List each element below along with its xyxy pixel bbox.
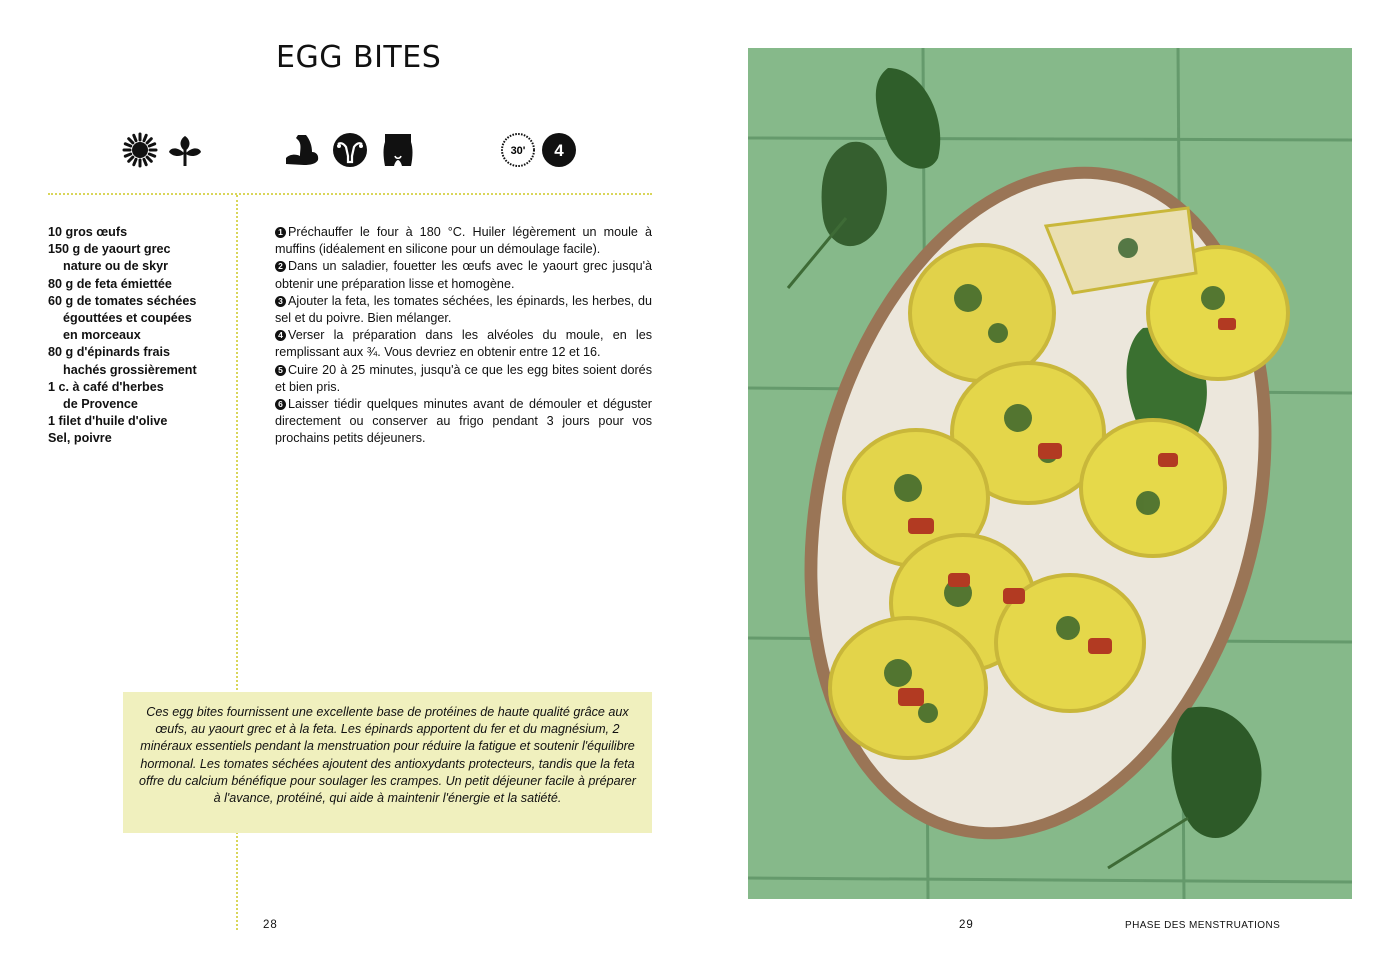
step-text: Verser la préparation dans les alvéoles du moule, en les remplissant aux ¾. Vous devriez en obtenir entre 12 et 16.	[275, 328, 652, 360]
ingredient-list	[48, 224, 233, 448]
page-number-left: 28	[263, 919, 278, 931]
step	[275, 396, 652, 448]
section-title: PHASE DES MENSTRUATIONS	[1125, 920, 1281, 931]
step	[275, 327, 652, 361]
ingredient-item: 1 filet d'huile d'olive	[48, 414, 168, 429]
step-text: Ajouter la feta, les tomates séchées, les épinards, les herbes, du sel et du poivre. Bien mélanger.	[275, 293, 652, 326]
step	[275, 293, 652, 327]
egg-bites-illustration	[748, 48, 1352, 899]
flexed-arm-icon	[284, 132, 320, 168]
step-number: 1	[275, 227, 286, 238]
step-number: 6	[275, 399, 286, 410]
pelvis-icon	[380, 132, 416, 168]
recipe-title: EGG BITES	[276, 40, 442, 75]
ingredient-item: égouttées et coupées	[63, 311, 192, 326]
horizontal-divider	[48, 193, 652, 195]
page-number-right: 29	[959, 919, 974, 931]
timer-label: 30'	[510, 145, 526, 157]
servings-icon	[541, 132, 577, 168]
ingredient-item: 80 g de feta émiettée	[48, 276, 172, 291]
instruction-steps	[275, 224, 652, 448]
ingredient-item: 60 g de tomates séchées	[48, 293, 197, 308]
sun-flower-icon	[122, 132, 158, 168]
step-text: Dans un saladier, fouetter les œufs avec le yaourt grec jusqu'à obtenir une préparation lisse et homogène.	[275, 259, 652, 291]
ingredient-item: 10 gros œufs	[48, 225, 128, 239]
ingredient-item: en morceaux	[63, 328, 141, 343]
ingredient-item: 80 g d'épinards frais	[48, 345, 170, 360]
step	[275, 258, 652, 292]
uterus-icon	[332, 132, 368, 168]
recipe-photo	[748, 48, 1352, 899]
ingredient-item: nature ou de skyr	[63, 259, 168, 274]
step	[275, 224, 652, 258]
step-number: 3	[275, 296, 286, 307]
servings-count: 4	[554, 141, 564, 160]
step-text: Cuire 20 à 25 minutes, jusqu'à ce que les egg bites soient dorés et bien pris.	[275, 362, 652, 394]
step-text: Laisser tiédir quelques minutes avant de démouler et déguster directement ou conserver au frigo pendant 3 jours pour vos prochains petits déjeuners.	[275, 397, 652, 446]
step-number: 4	[275, 330, 286, 341]
ingredient-item: hachés grossièrement	[63, 362, 197, 377]
ingredient-item: Sel, poivre	[48, 431, 112, 446]
nutrition-note: Ces egg bites fournissent une excellente base de protéines de haute qualité grâce aux œufs, au yaourt grec et à la feta. Les épinards apportent du fer et du magnésium, 2 minéraux essentiels pendant la menstruation pour réduire la fatigue et soutenir l'équilibre hormonal. Les tomates séchées ajoutent des antioxydants protecteurs, tandis que la feta offre du calcium bénéfique pour soulager les crampes. Un petit déjeuner facile à préparer à l'avance, protéiné, qui aide à maintenir l'énergie et la satiété.	[123, 692, 652, 833]
ingredient-item: de Provence	[63, 397, 138, 412]
timer-icon	[500, 132, 536, 168]
step	[275, 362, 652, 396]
seedling-icon	[167, 132, 203, 168]
ingredient-item: 150 g de yaourt grec	[48, 242, 171, 257]
step-number: 2	[275, 261, 286, 272]
ingredient-item: 1 c. à café d'herbes	[48, 379, 164, 394]
step-number: 5	[275, 365, 286, 376]
step-text: Préchauffer le four à 180 °C. Huiler légèrement un moule à muffins (idéalement en silicone pour un démoulage facile).	[275, 225, 652, 257]
